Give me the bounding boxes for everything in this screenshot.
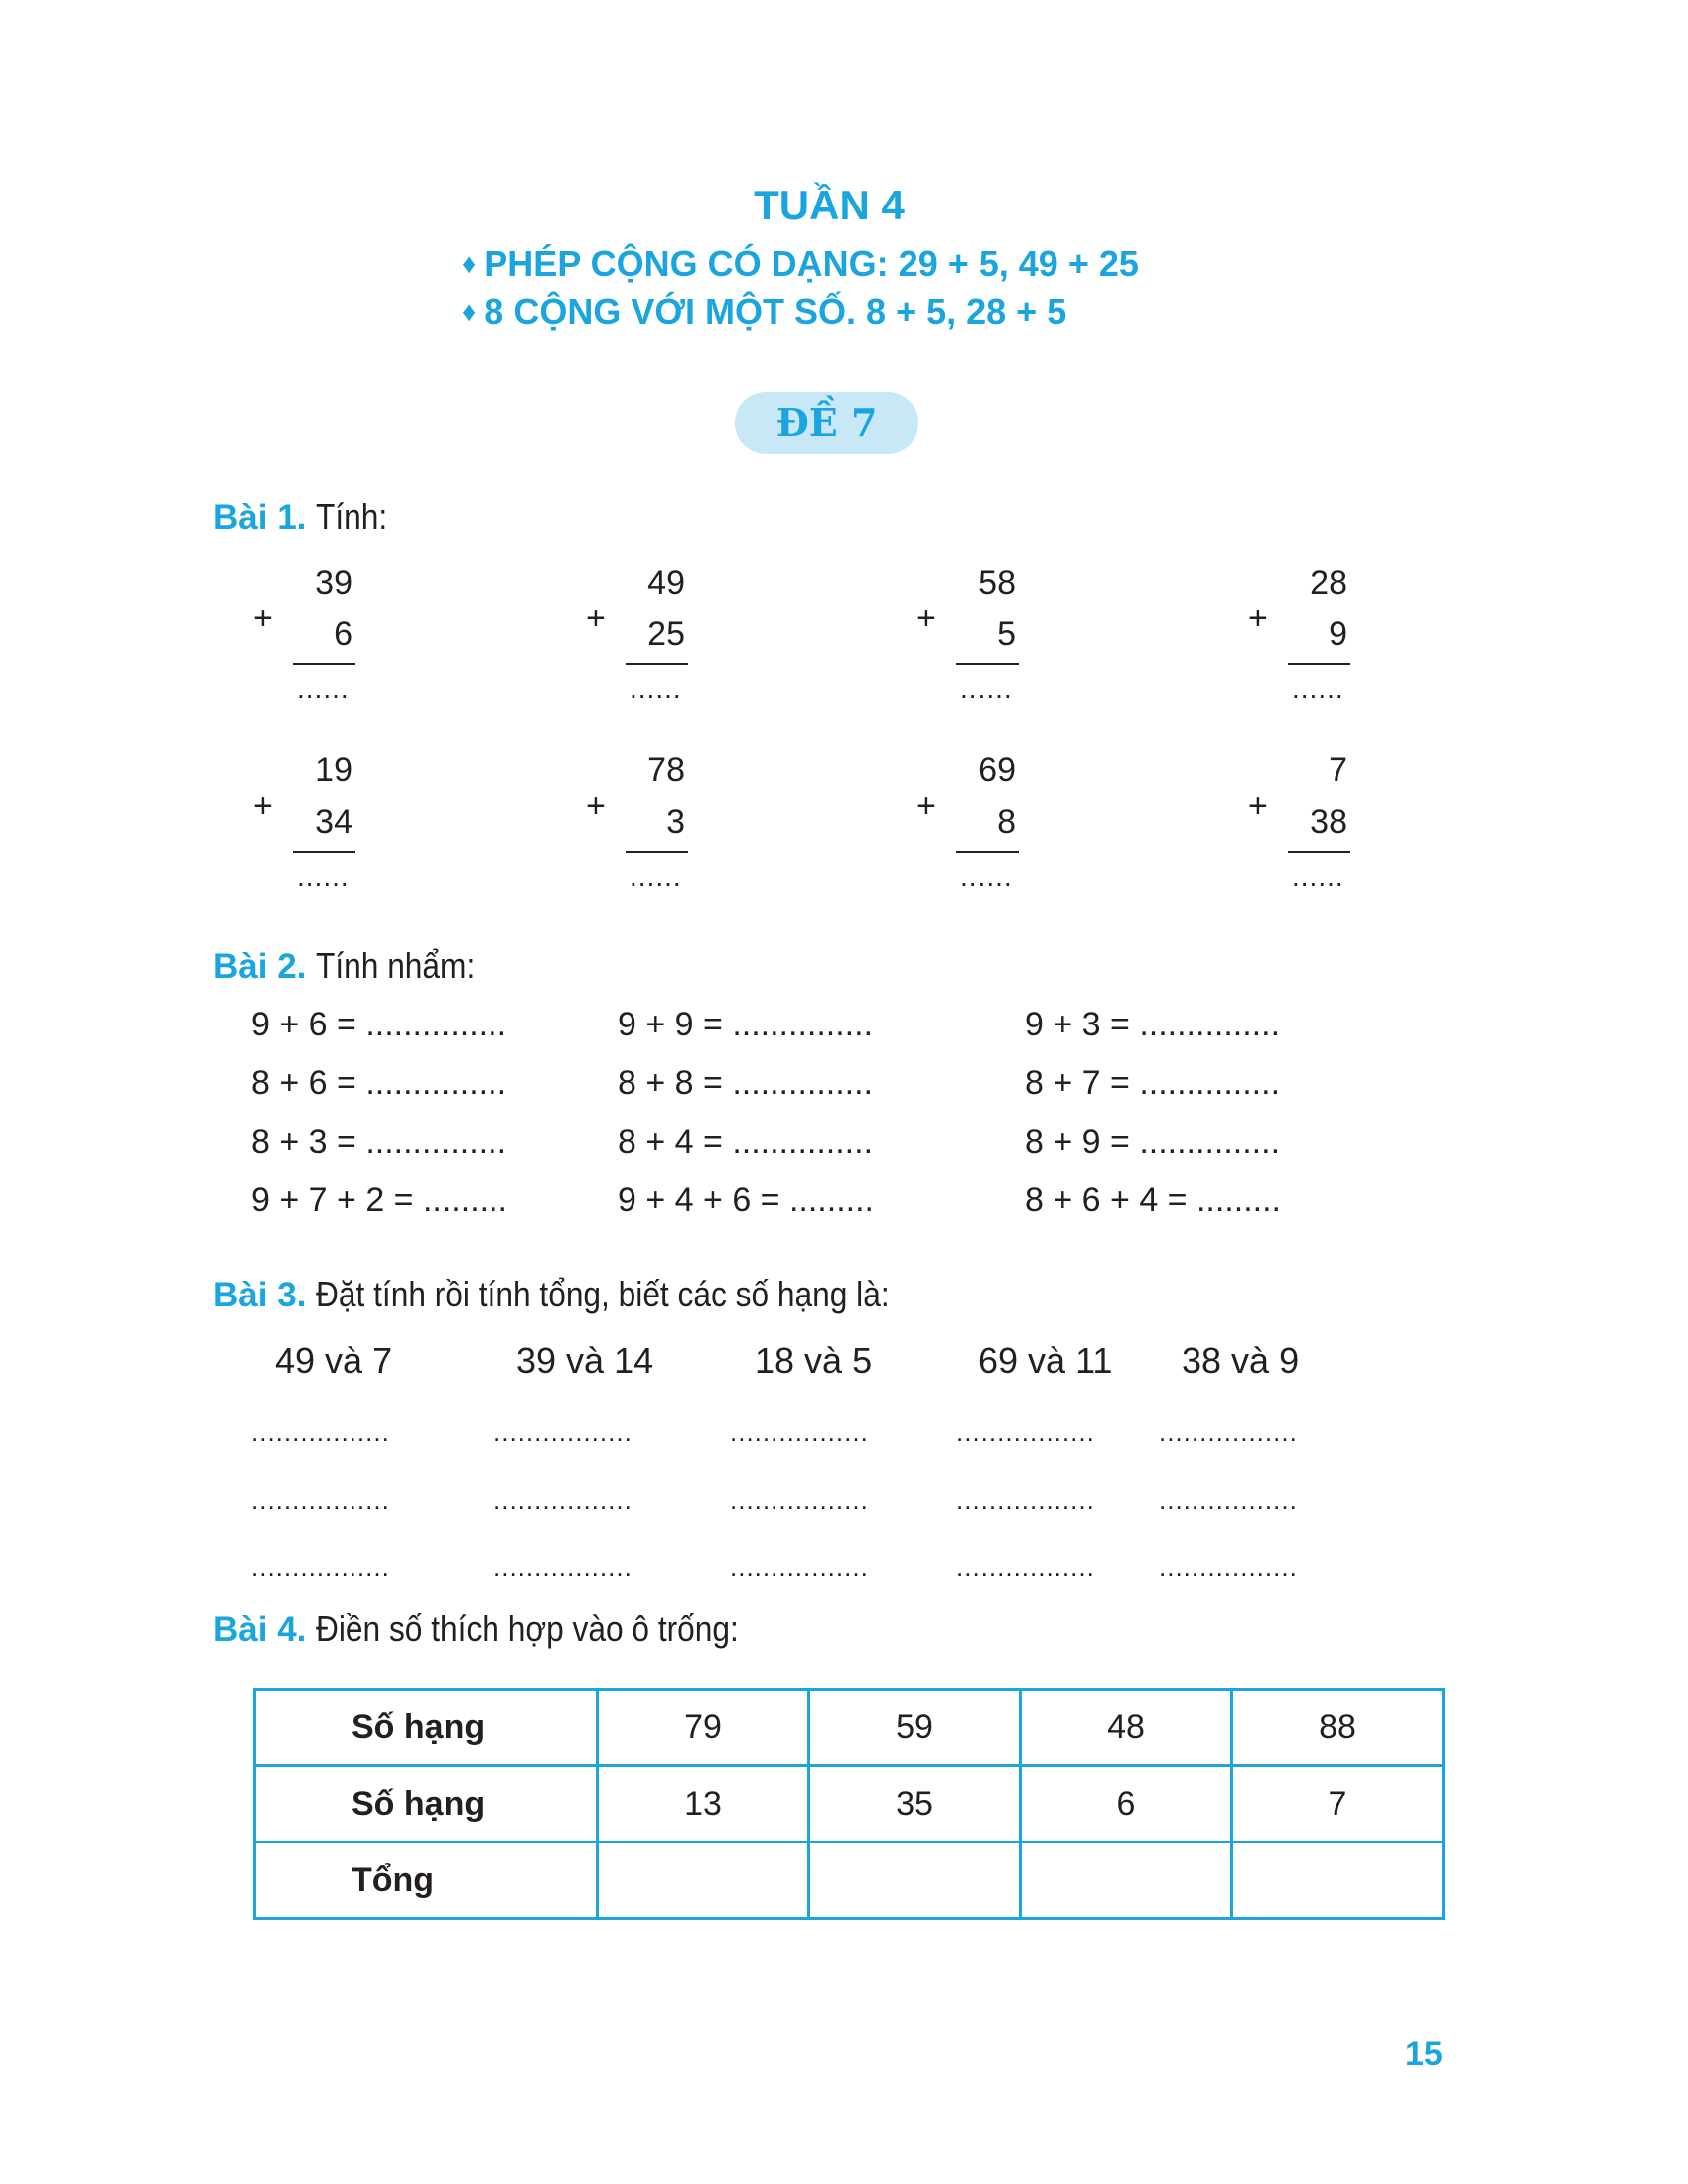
answer-blank: ......: [297, 861, 350, 891]
addition-problem-2: + 49 25 ......: [586, 564, 735, 733]
addition-problem-1: + 39 6 ......: [253, 564, 402, 733]
work-line: .................: [730, 1418, 869, 1447]
mental-math-item: 8 + 6 + 4 = .........: [1025, 1181, 1281, 1219]
mental-math-item: 8 + 9 = ...............: [1025, 1123, 1281, 1160]
addend-pair: 39 và 14: [516, 1340, 654, 1381]
mental-math-item: 8 + 4 = ...............: [618, 1123, 874, 1160]
table-cell: 79: [598, 1690, 809, 1766]
exercise-4-heading: Bài 4. Điền số thích hợp vào ô trống:: [213, 1608, 739, 1649]
work-line: .................: [493, 1418, 633, 1447]
topic-line-1: ♦ PHÉP CỘNG CÓ DẠNG: 29 + 5, 49 + 25: [462, 243, 1139, 284]
addition-problem-6: + 78 3 ......: [586, 751, 735, 920]
table-row: [255, 1766, 1444, 1843]
work-line: .................: [730, 1485, 869, 1515]
exercise-1-heading: Bài 1. Tính:: [213, 496, 388, 537]
answer-blank: ......: [960, 861, 1013, 891]
mental-math-item: 8 + 6 = ...............: [251, 1064, 507, 1102]
table-cell: 59: [809, 1690, 1021, 1766]
addition-problem-5: + 19 34 ......: [253, 751, 402, 920]
row-label: Số hạng: [255, 1690, 598, 1766]
addition-problem-3: + 58 5 ......: [916, 564, 1065, 733]
work-line: .................: [956, 1485, 1095, 1515]
addend-pair: 69 và 11: [978, 1340, 1113, 1381]
mental-math-item: 9 + 7 + 2 = .........: [251, 1181, 507, 1219]
exercise-3-heading: Bài 3. Đặt tính rồi tính tổng, biết các số hạng là:: [213, 1274, 890, 1314]
exam-badge: ĐỀ 7: [735, 392, 918, 454]
table-cell: 48: [1021, 1690, 1232, 1766]
answer-cell[interactable]: [809, 1843, 1021, 1919]
table-cell: 35: [809, 1766, 1021, 1843]
addend-pair: 18 và 5: [755, 1340, 873, 1381]
addend-pair: 38 và 9: [1182, 1340, 1300, 1381]
mental-math-item: 8 + 7 = ...............: [1025, 1064, 1281, 1102]
work-line: .................: [251, 1553, 390, 1582]
answer-cell[interactable]: [598, 1843, 809, 1919]
work-line: .................: [493, 1485, 633, 1515]
work-line: .................: [1159, 1418, 1298, 1447]
answer-blank: ......: [630, 861, 682, 891]
mental-math-item: 8 + 3 = ...............: [251, 1123, 507, 1160]
fill-in-table: [253, 1688, 1445, 1920]
row-label: Số hạng: [255, 1766, 598, 1843]
answer-blank: ......: [297, 673, 350, 704]
table-row: [255, 1843, 1444, 1919]
exercise-2-heading: Bài 2. Tính nhẩm:: [213, 945, 476, 986]
work-line: .................: [493, 1553, 633, 1582]
addend-pair: 49 và 7: [275, 1340, 393, 1381]
mental-math-item: 9 + 6 = ...............: [251, 1006, 507, 1043]
table-cell: 7: [1232, 1766, 1444, 1843]
addition-problem-8: + 7 38 ......: [1248, 751, 1397, 920]
work-line: .................: [251, 1485, 390, 1515]
week-title: TUẦN 4: [754, 182, 905, 228]
mental-math-item: 8 + 8 = ...............: [618, 1064, 874, 1102]
mental-math-item: 9 + 9 = ...............: [618, 1006, 874, 1043]
diamond-bullet-icon: ♦: [462, 248, 477, 279]
row-label: Tổng: [255, 1843, 598, 1919]
table-cell: 6: [1021, 1766, 1232, 1843]
work-line: .................: [956, 1418, 1095, 1447]
answer-blank: ......: [1292, 861, 1344, 891]
work-line: .................: [251, 1418, 390, 1447]
mental-math-item: 9 + 3 = ...............: [1025, 1006, 1281, 1043]
answer-cell[interactable]: [1232, 1843, 1444, 1919]
work-line: .................: [956, 1553, 1095, 1582]
answer-cell[interactable]: [1021, 1843, 1232, 1919]
work-line: .................: [730, 1553, 869, 1582]
work-line: .................: [1159, 1553, 1298, 1582]
answer-blank: ......: [1292, 673, 1344, 704]
mental-math-item: 9 + 4 + 6 = .........: [618, 1181, 874, 1219]
table-row: [255, 1690, 1444, 1766]
table-cell: 13: [598, 1766, 809, 1843]
answer-blank: ......: [960, 673, 1013, 704]
table-cell: 88: [1232, 1690, 1444, 1766]
work-line: .................: [1159, 1485, 1298, 1515]
page-number: 15: [1405, 2035, 1443, 2073]
topic-line-2: ♦ 8 CỘNG VỚI MỘT SỐ. 8 + 5, 28 + 5: [462, 291, 1067, 332]
addition-problem-7: + 69 8 ......: [916, 751, 1065, 920]
diamond-bullet-icon: ♦: [462, 296, 477, 327]
answer-blank: ......: [630, 673, 682, 704]
addition-problem-4: + 28 9 ......: [1248, 564, 1397, 733]
